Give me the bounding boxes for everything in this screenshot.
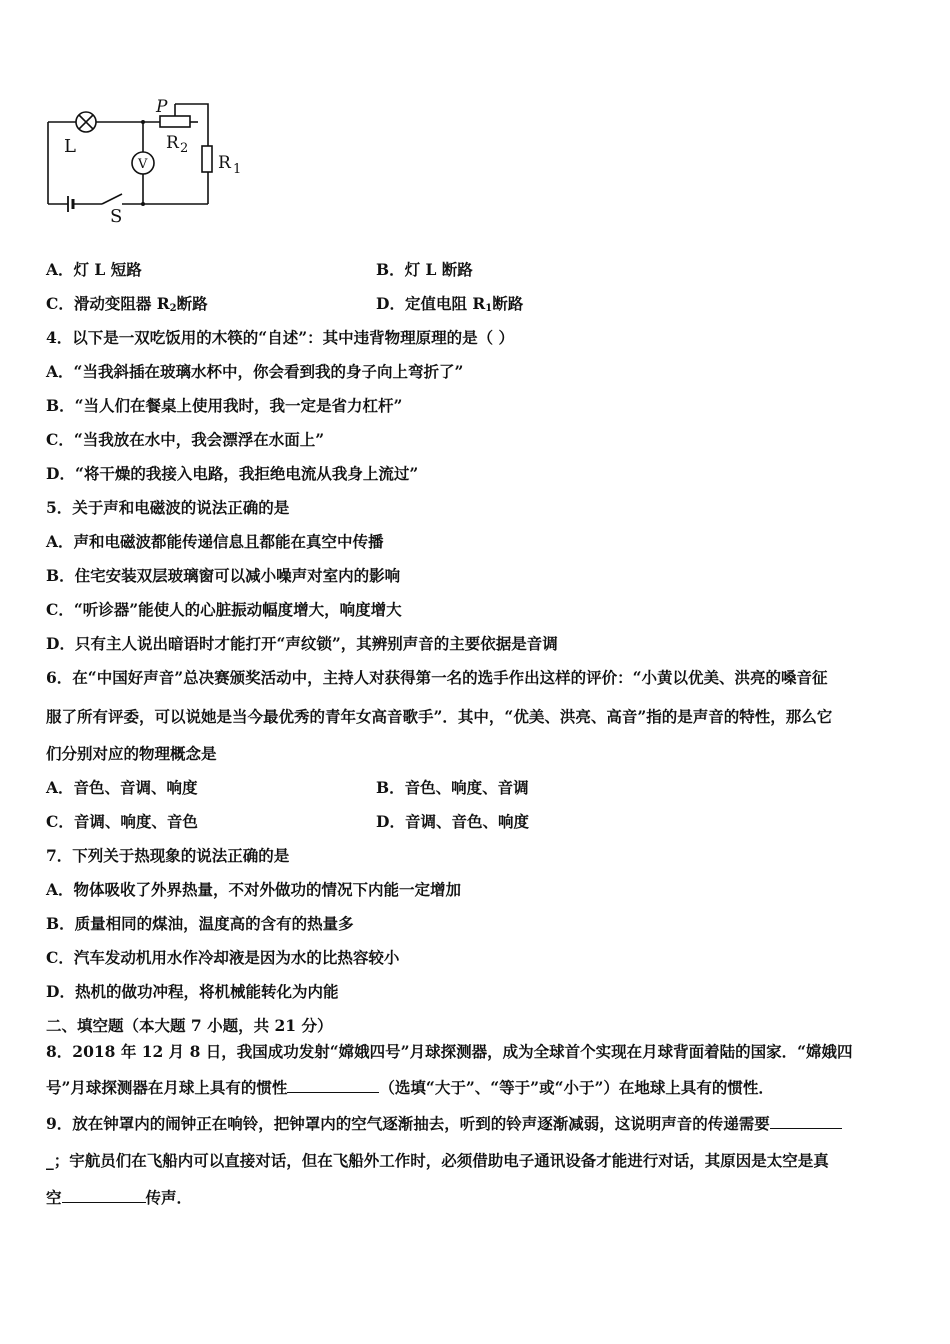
q3-option-c: C．滑动变阻器 $R_2$断路	[46, 294, 208, 314]
q7-option-c: C．汽车发动机用水作冷却液是因为水的比热容较小	[46, 948, 400, 967]
q5-option-c: C．“听诊器”能使人的心脏振动幅度增大，响度增大	[46, 600, 402, 619]
q6-option-c: C．音调、响度、音色	[46, 812, 198, 831]
slider-label: P	[156, 97, 168, 117]
voltmeter-label: V	[138, 157, 148, 172]
q3-option-a: A．灯 L 短路	[46, 260, 142, 279]
q9-answer-blank-1[interactable]	[770, 1114, 842, 1129]
q3-option-d: D．定值电阻 $R_1$断路	[376, 294, 524, 314]
circuit-diagram	[40, 96, 260, 226]
resistor-symbol	[202, 146, 212, 172]
rheostat-subscript: 2	[180, 141, 189, 156]
q5-option-a: A．声和电磁波都能传递信息且都能在真空中传播	[46, 532, 384, 551]
q6-option-b: B．音色、响度、音调	[376, 778, 529, 797]
q9-answer-blank-2[interactable]	[62, 1188, 146, 1203]
switch-label: S	[110, 206, 123, 226]
q4-option-a: A．“当我斜插在玻璃水杯中，你会看到我的身子向上弯折了”	[46, 362, 464, 381]
rheostat-symbol	[160, 116, 190, 127]
resistor-label: R	[218, 153, 231, 173]
q9-line1: 9．放在钟罩内的闹钟正在响铃，把钟罩内的空气逐渐抽去，听到的铃声逐渐减弱，这说明声音的传递需要	[46, 1114, 842, 1134]
q6-option-d: D．音调、音色、响度	[376, 812, 529, 831]
q5-option-b: B．住宅安装双层玻璃窗可以减小噪声对室内的影响	[46, 566, 401, 585]
q8-answer-blank[interactable]	[287, 1078, 379, 1093]
resistor-subscript: 1	[233, 162, 242, 177]
q6-stem-line1: 6．在“中国好声音”总决赛颁奖活动中，主持人对获得第一名的选手作出这样的评价：“小黄以优美、洪亮的嗓音征	[46, 668, 828, 687]
q7-stem: 7．下列关于热现象的说法正确的是	[46, 846, 290, 865]
q4-option-d: D．“将干燥的我接入电路，我拒绝电流从我身上流过”	[46, 464, 419, 483]
section2-heading: 二、填空题（本大题 7 小题，共 21 分）	[46, 1016, 333, 1035]
q3-option-b: B．灯 L 断路	[376, 260, 473, 279]
q4-stem: 4．以下是一双吃饭用的木筷的“自述”：其中违背物理原理的是（ ）	[46, 328, 515, 347]
q4-option-b: B．“当人们在餐桌上使用我时，我一定是省力杠杆”	[46, 396, 403, 415]
q6-option-a: A．音色、音调、响度	[46, 778, 198, 797]
q6-stem-line3: 们分别对应的物理概念是	[46, 744, 217, 763]
q7-option-b: B．质量相同的煤油，温度高的含有的热量多	[46, 914, 354, 933]
q6-stem-line2: 服了所有评委，可以说她是当今最优秀的青年女高音歌手”．其中，“优美、洪亮、高音”指的是声音的特性，那么它	[46, 707, 833, 726]
q8-line1: 8．2018 年 12 月 8 日，我国成功发射“嫦娥四号”月球探测器，成为全球首个实现在月球背面着陆的国家．“嫦娥四	[46, 1042, 853, 1061]
q5-option-d: D．只有主人说出暗语时才能打开“声纹锁”，其辨别声音的主要依据是音调	[46, 634, 558, 653]
q5-stem: 5．关于声和电磁波的说法正确的是	[46, 498, 290, 517]
q8-line2: 号”月球探测器在月球上具有的惯性 （选填“大于”、“等于”或“小于”）在地球上具有的惯性．	[46, 1078, 774, 1097]
q9-line2: _；宇航员们在飞船内可以直接对话，但在飞船外工作时，必须借助电子通讯设备才能进行对话，其原因是太空是真	[46, 1151, 829, 1170]
q7-option-a: A．物体吸收了外界热量，不对外做功的情况下内能一定增加	[46, 880, 462, 899]
rheostat-label: R	[166, 133, 179, 153]
q4-option-c: C．“当我放在水中，我会漂浮在水面上”	[46, 430, 325, 449]
q7-option-d: D．热机的做功冲程，将机械能转化为内能	[46, 982, 339, 1001]
q9-line3: 空 传声．	[46, 1188, 193, 1207]
lamp-label: L	[64, 136, 76, 157]
